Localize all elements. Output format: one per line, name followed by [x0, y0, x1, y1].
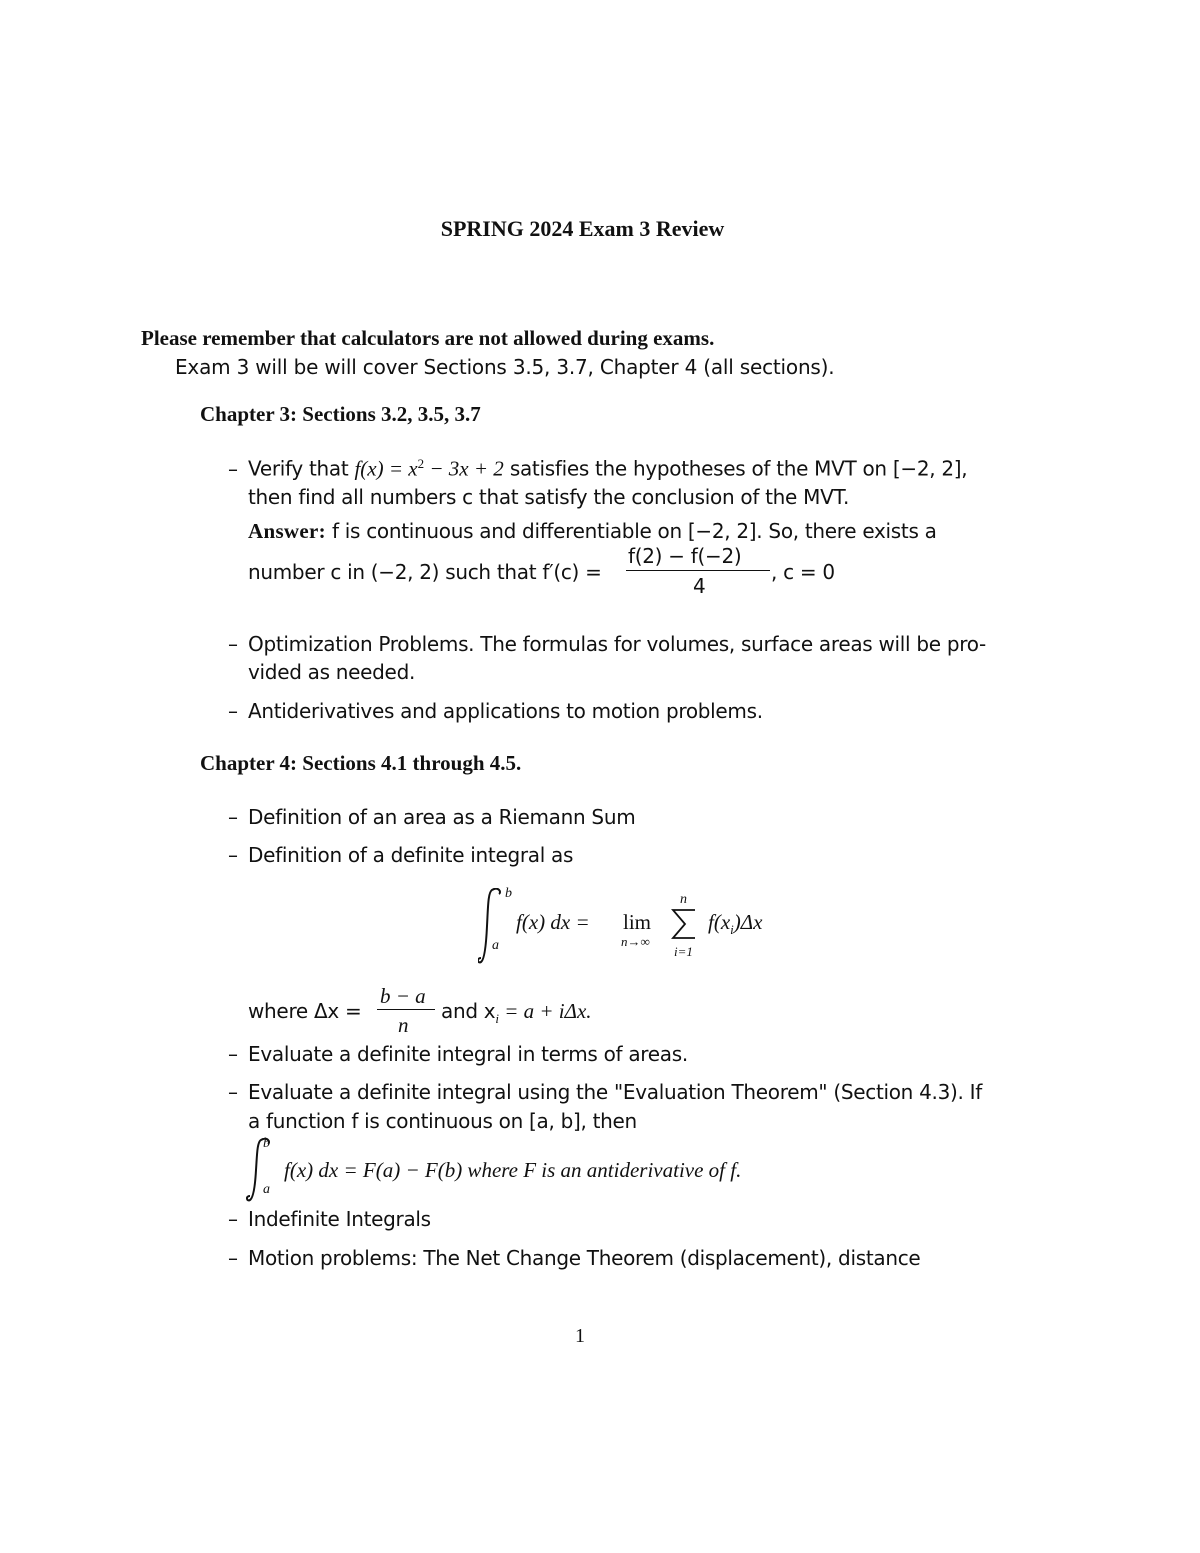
list-item-definite-integral: [228, 843, 573, 867]
answer-line-2-prefix: number c in (−2, 2) such that f′(c) =: [248, 560, 602, 584]
definite-integral-text: Definition of a definite integral as: [248, 843, 574, 867]
list-dash: –: [228, 843, 238, 867]
ftc-formula: [246, 1138, 896, 1204]
where-suffix: [441, 999, 592, 1027]
answer-fraction-bar: [626, 570, 770, 571]
mvt-exponent: 2: [417, 456, 425, 471]
mvt-answer: [248, 519, 937, 544]
list-dash: –: [228, 805, 238, 829]
exam-coverage-intro: Exam 3 will be will cover Sections 3.5, 3.7, Chapter 4 (all sections).: [175, 355, 835, 379]
integral-upper-limit: b: [505, 886, 512, 901]
list-dash: –: [228, 456, 238, 481]
answer-line-2-suffix: , c = 0: [771, 560, 835, 584]
antiderivatives-text: Antiderivatives and applications to motion problems.: [248, 699, 763, 723]
limit-text: lim: [623, 910, 652, 934]
list-item-riemann: [228, 805, 635, 829]
delta-x-numerator: b − a: [380, 984, 426, 1008]
summand: [708, 910, 762, 938]
answer-label: Answer:: [248, 519, 326, 543]
list-item-eval-areas: [228, 1042, 688, 1066]
page-title: SPRING 2024 Exam 3 Review: [440, 216, 725, 241]
mvt-line-2: then find all numbers c that satisfy the conclusion of the MVT.: [248, 485, 850, 509]
list-dash: –: [228, 1042, 238, 1066]
integral-integrand: f(x) dx =: [516, 910, 590, 934]
list-item-antiderivatives: [228, 699, 763, 723]
summand-rest: )Δx: [733, 910, 763, 934]
list-item-eval-theorem: [228, 1080, 982, 1104]
list-item-motion: [228, 1246, 920, 1270]
riemann-sum-formula: [478, 888, 798, 968]
answer-fraction-numerator: f(2) − f(−2): [628, 544, 742, 568]
list-dash: –: [228, 1080, 238, 1104]
ftc-text: f(x) dx = F(a) − F(b) where F is an antiderivative of f.: [284, 1158, 742, 1182]
integral-lower-limit: a: [492, 938, 499, 953]
calculator-reminder: Please remember that calculators are not allowed during exams.: [141, 326, 715, 350]
list-dash: –: [228, 1246, 238, 1270]
mvt-function-rest: − 3x + 2: [424, 456, 504, 481]
optimization-line-2: vided as needed.: [248, 660, 416, 684]
motion-text: Motion problems: The Net Change Theorem (displacement), distance: [248, 1246, 921, 1270]
optimization-line-1: Optimization Problems. The formulas for volumes, surface areas will be pro-: [248, 632, 986, 656]
where-and: and x: [441, 999, 496, 1023]
delta-x-fraction-bar: [377, 1009, 435, 1010]
list-dash: –: [228, 699, 238, 723]
mvt-prefix: Verify that: [248, 456, 355, 481]
eval-theorem-line-2: a function f is continuous on [a, b], then: [248, 1109, 637, 1133]
list-dash: –: [228, 1207, 238, 1231]
chapter-4-heading: Chapter 4: Sections 4.1 through 4.5.: [200, 751, 522, 775]
integral-sign-icon: [246, 1138, 276, 1204]
list-dash: –: [228, 632, 238, 656]
answer-text: f is continuous and differentiable on [−2, 2]. So, there exists a: [325, 519, 937, 543]
answer-fraction-denominator: 4: [693, 574, 706, 598]
summand-subscript: i: [730, 922, 734, 938]
mvt-function: f(x) = x: [354, 456, 418, 481]
chapter-3-heading: Chapter 3: Sections 3.2, 3.5, 3.7: [200, 402, 481, 426]
limit-subscript: n→∞: [621, 934, 650, 949]
list-item-optimization: [228, 632, 986, 656]
sum-upper-limit: n: [680, 892, 687, 907]
mvt-suffix: satisfies the hypotheses of the MVT on [−2, 2],: [503, 456, 968, 481]
summand-f: f(x: [708, 910, 731, 934]
eval-areas-text: Evaluate a definite integral in terms of areas.: [248, 1042, 688, 1066]
indefinite-text: Indefinite Integrals: [248, 1207, 431, 1231]
where-subscript: i: [495, 1011, 499, 1026]
list-item-indefinite: [228, 1207, 431, 1231]
where-rest: = a + iΔx.: [498, 999, 592, 1023]
ftc-lower-limit: a: [263, 1182, 270, 1197]
where-prefix: where Δx =: [248, 999, 362, 1023]
ftc-upper-limit: b: [263, 1136, 270, 1151]
riemann-text: Definition of an area as a Riemann Sum: [248, 805, 636, 829]
list-item-mvt: [228, 456, 967, 482]
delta-x-denominator: n: [398, 1013, 409, 1037]
page-number: 1: [575, 1325, 585, 1347]
sum-lower-limit: i=1: [674, 944, 693, 959]
eval-theorem-line-1: Evaluate a definite integral using the "Evaluation Theorem" (Section 4.3). If: [248, 1080, 982, 1104]
